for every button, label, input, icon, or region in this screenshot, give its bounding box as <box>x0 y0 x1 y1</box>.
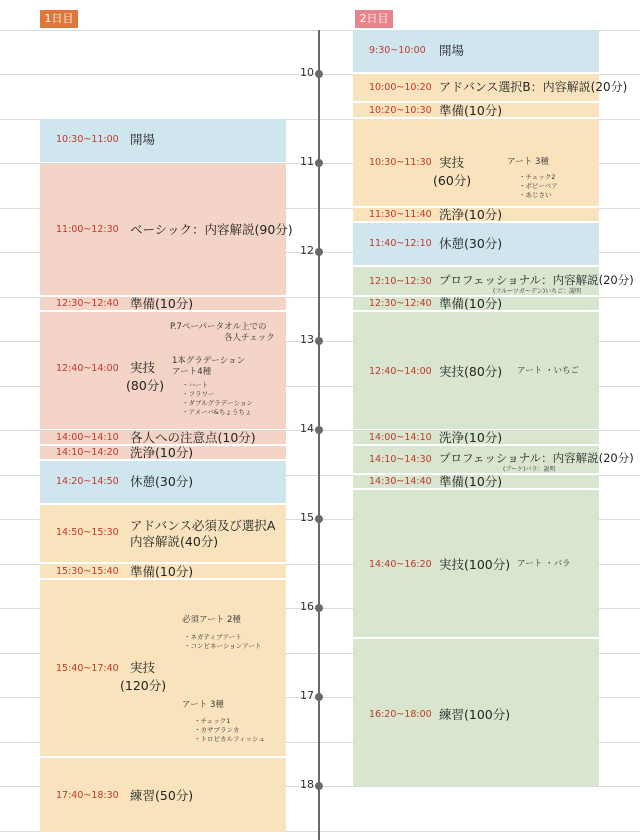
block-note: アート4種 <box>172 367 212 377</box>
block-title: 各人への注意点(10分) <box>130 430 256 445</box>
tick-dot <box>315 159 323 167</box>
block-note: アート 3種 <box>507 157 549 167</box>
block-note: 1本グラデーション <box>172 356 246 366</box>
block-title: 準備(10分) <box>439 103 503 118</box>
tick-label: 14 <box>300 422 314 435</box>
tick-dot <box>315 426 323 434</box>
block-title: 準備(10分) <box>439 296 503 311</box>
schedule-block <box>353 431 599 444</box>
time-range: 11:30~11:40 <box>369 209 432 220</box>
time-range: 12:40~14:00 <box>369 366 432 377</box>
schedule-block <box>40 119 286 162</box>
time-range: 14:10~14:30 <box>369 454 432 465</box>
tick-label: 18 <box>300 778 314 791</box>
list-item: ・ポピーベア <box>519 182 558 190</box>
block-title: 開場 <box>439 43 465 58</box>
block-note: 各人チェック <box>224 333 275 343</box>
schedule-block <box>353 312 599 429</box>
schedule-block <box>353 119 599 206</box>
schedule-block <box>353 208 599 221</box>
list-item: ・フラワー <box>182 390 215 398</box>
block-subnote: (フルーツガーデン)いちご：説明 <box>493 288 582 295</box>
block-title: (80分) <box>126 378 165 393</box>
schedule-block <box>40 297 286 310</box>
tick-dot <box>315 515 323 523</box>
list-item: ・トロピカルフィッシュ <box>194 735 265 743</box>
tick-label: 15 <box>300 511 314 524</box>
block-title: 開場 <box>130 132 156 147</box>
time-range: 12:10~12:30 <box>369 276 432 287</box>
schedule-block <box>40 461 286 503</box>
block-title: ベーシック：内容解説(90分) <box>130 222 293 237</box>
block-title: アドバンス必須及び選択A <box>130 518 276 533</box>
time-range: 15:30~15:40 <box>56 566 119 577</box>
list-item: ・コンビネーションアート <box>184 642 262 650</box>
block-title: 実技(80分) <box>439 364 503 379</box>
tick-label: 16 <box>300 600 314 613</box>
schedule-block <box>40 446 286 459</box>
block-title: 実技 <box>130 360 156 375</box>
tick-label: 17 <box>300 689 314 702</box>
block-title: 洗浄(10分) <box>439 207 503 222</box>
list-item: ・ハート <box>182 381 208 389</box>
block-title: 実技(100分) <box>439 557 511 572</box>
schedule-block <box>40 580 286 756</box>
block-title: 準備(10分) <box>130 296 194 311</box>
time-range: 14:40~16:20 <box>369 559 432 570</box>
time-range: 14:50~15:30 <box>56 527 119 538</box>
block-title: 内容解説(40分) <box>130 534 219 549</box>
block-title: 準備(10分) <box>439 474 503 489</box>
list-item: ・ネガティブアート <box>184 633 242 641</box>
block-title: 実技 <box>439 155 465 170</box>
tick-dot <box>315 337 323 345</box>
tick-dot <box>315 248 323 256</box>
time-range: 16:20~18:00 <box>369 709 432 720</box>
tick-label: 10 <box>300 66 314 79</box>
time-range: 14:20~14:50 <box>56 476 119 487</box>
schedule-block <box>353 297 599 310</box>
block-title: プロフェッショナル：内容解説(20分) <box>439 273 634 287</box>
schedule-block <box>353 74 628 101</box>
tick-label: 11 <box>300 155 314 168</box>
schedule-block <box>353 475 599 488</box>
time-range: 10:20~10:30 <box>369 105 432 116</box>
tick-label: 12 <box>300 244 314 257</box>
schedule-block <box>40 758 286 832</box>
list-item: ・カサブランカ <box>194 726 240 734</box>
block-title: 休憩(30分) <box>130 474 194 489</box>
list-item: ・チェック1 <box>194 717 231 725</box>
schedule-block <box>353 446 634 473</box>
block-title: 休憩(30分) <box>439 236 503 251</box>
block-note: アート 3種 <box>182 700 224 710</box>
schedule-block <box>353 103 599 117</box>
block-subnote: (ブーケ)バラ：説明 <box>503 466 556 473</box>
block-note: 必須アート 2種 <box>182 615 241 625</box>
block-title: プロフェッショナル：内容解説(20分) <box>439 451 634 465</box>
time-range: 10:30~11:00 <box>56 134 119 145</box>
schedule-block <box>40 505 286 562</box>
list-item: ・アメーバ&ちょうちょ <box>182 408 252 416</box>
time-range: 14:00~14:10 <box>56 432 119 443</box>
schedule-block <box>353 490 599 637</box>
time-range: 9:30~10:00 <box>369 45 426 56</box>
block-title: (60分) <box>433 173 472 188</box>
schedule-block <box>353 223 599 265</box>
block-title: (120分) <box>120 678 167 693</box>
tick-dot <box>315 782 323 790</box>
time-range: 17:40~18:30 <box>56 790 119 801</box>
schedule-block <box>40 431 286 444</box>
block-title: 練習(50分) <box>130 788 194 803</box>
time-range: 15:40~17:40 <box>56 663 119 674</box>
time-range: 12:40~14:00 <box>56 363 119 374</box>
time-range: 10:00~10:20 <box>369 82 432 93</box>
block-title: アドバンス選択B：内容解説(20分) <box>439 80 628 94</box>
time-range: 14:00~14:10 <box>369 432 432 443</box>
block-title: 実技 <box>130 660 156 675</box>
schedule-block <box>353 639 599 786</box>
block-title: 洗浄(10分) <box>130 445 194 460</box>
block-note: アート ・バラ <box>517 559 571 569</box>
day1-badge: 1日目 <box>40 10 78 28</box>
time-range: 11:40~12:10 <box>369 238 432 249</box>
block-note: アート ・いちご <box>517 366 579 376</box>
time-range: 11:00~12:30 <box>56 224 119 235</box>
list-item: ・あじさい <box>519 191 552 199</box>
time-range: 12:30~12:40 <box>56 298 119 309</box>
block-title: 準備(10分) <box>130 564 194 579</box>
block-title: 練習(100分) <box>439 707 511 722</box>
list-item: ・チェック2 <box>519 173 556 181</box>
tick-label: 13 <box>300 333 314 346</box>
day2-badge: 2日目 <box>355 10 393 28</box>
schedule-block <box>40 312 286 429</box>
time-range: 10:30~11:30 <box>369 157 432 168</box>
block-note: P.7ペーパータオル上での <box>170 322 267 332</box>
schedule-block <box>40 164 293 295</box>
tick-dot <box>315 70 323 78</box>
tick-dot <box>315 604 323 612</box>
block-title: 洗浄(10分) <box>439 430 503 445</box>
tick-dot <box>315 693 323 701</box>
time-range: 12:30~12:40 <box>369 298 432 309</box>
time-range: 14:10~14:20 <box>56 447 119 458</box>
time-axis <box>318 30 320 840</box>
time-range: 14:30~14:40 <box>369 476 432 487</box>
schedule-block <box>40 564 286 578</box>
schedule-block <box>353 267 634 295</box>
schedule-block <box>353 30 599 72</box>
list-item: ・ダブルグラデーション <box>182 399 253 407</box>
